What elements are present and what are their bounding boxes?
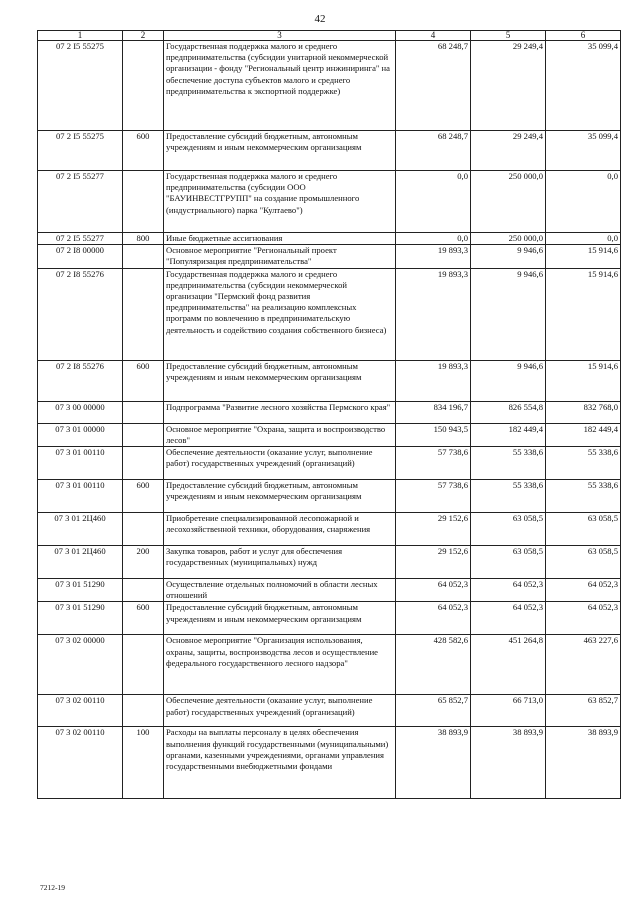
row-code-cell: 07 2 I8 55276 [38,360,123,401]
row-name-cell: Подпрограмма "Развитие лесного хозяйства Пермского края" [164,401,396,423]
row-value-2022-cell: 55 338,6 [546,447,621,480]
row-value-2022-cell: 35 099,4 [546,131,621,171]
table-row [38,401,621,423]
row-name-cell: Приобретение специализированной лесопожарной и лесохозяйственной техники, оборудования, снаряжения [164,513,396,546]
column-number: 6 [546,31,621,41]
row-value-2021-cell: 38 893,9 [471,727,546,799]
row-code-cell: 07 2 I5 55277 [38,171,123,233]
row-value-2021-cell: 64 052,3 [471,579,546,602]
row-code-cell: 07 3 01 00000 [38,423,123,446]
row-value-2020-cell: 428 582,6 [396,635,471,695]
row-type-cell: 600 [123,131,164,171]
row-value-2021-cell: 826 554,8 [471,401,546,423]
row-name-cell: Основное мероприятие "Организация использования, охраны, защиты, воспроизводства лесов и осуществление федерального государственного лесного надзора" [164,635,396,695]
row-value-2021-cell: 9 946,6 [471,268,546,360]
row-value-2022-cell: 55 338,6 [546,480,621,513]
row-value-2020-cell: 29 152,6 [396,546,471,579]
row-type-cell: 100 [123,727,164,799]
row-value-2021-cell: 55 338,6 [471,480,546,513]
table-row [38,513,621,546]
row-value-2022-cell: 63 058,5 [546,546,621,579]
table-row [38,360,621,401]
table-row [38,727,621,799]
row-value-2020-cell: 64 052,3 [396,602,471,635]
row-value-2022-cell: 182 449,4 [546,423,621,446]
column-number: 2 [123,31,164,41]
row-type-cell: 200 [123,546,164,579]
row-value-2020-cell: 0,0 [396,233,471,245]
row-value-2020-cell: 150 943,5 [396,423,471,446]
row-value-2021-cell: 451 264,8 [471,635,546,695]
row-code-cell: 07 3 01 00110 [38,480,123,513]
row-name-cell: Государственная поддержка малого и среднего предпринимательства (субсидии некоммерческой организации "Пермский фонд развития предпринимательства" на реализацию комплексных программ по вовлечению в предпринимательскую деятельность и содействию создания собственного бизнеса) [164,268,396,360]
row-name-cell: Предоставление субсидий бюджетным, автономным учреждениям и иным некоммерческим организациям [164,131,396,171]
row-type-cell [123,401,164,423]
row-code-cell: 07 3 02 00000 [38,635,123,695]
budget-table-body [38,31,621,799]
table-row [38,579,621,602]
row-value-2020-cell: 68 248,7 [396,41,471,131]
table-row [38,447,621,480]
table-row [38,602,621,635]
row-value-2022-cell: 38 893,9 [546,727,621,799]
budget-table [37,30,621,799]
row-type-cell [123,423,164,446]
row-value-2020-cell: 834 196,7 [396,401,471,423]
table-row [38,171,621,233]
row-value-2020-cell: 38 893,9 [396,727,471,799]
row-value-2020-cell: 64 052,3 [396,579,471,602]
table-row [38,546,621,579]
row-value-2022-cell: 0,0 [546,171,621,233]
row-value-2021-cell: 250 000,0 [471,233,546,245]
column-number: 5 [471,31,546,41]
row-value-2020-cell: 57 738,6 [396,480,471,513]
row-value-2022-cell: 63 058,5 [546,513,621,546]
row-value-2022-cell: 63 852,7 [546,695,621,727]
column-number: 1 [38,31,123,41]
row-value-2022-cell: 64 052,3 [546,579,621,602]
row-code-cell: 07 2 I5 55275 [38,41,123,131]
row-value-2021-cell: 55 338,6 [471,447,546,480]
table-row [38,480,621,513]
row-name-cell: Предоставление субсидий бюджетным, автономным учреждениям и иным некоммерческим организациям [164,480,396,513]
row-value-2022-cell: 15 914,6 [546,268,621,360]
row-name-cell: Обеспечение деятельности (оказание услуг, выполнение работ) государственных учреждений (организаций) [164,695,396,727]
row-type-cell [123,41,164,131]
row-value-2021-cell: 9 946,6 [471,360,546,401]
row-code-cell: 07 3 01 2Ц460 [38,513,123,546]
row-value-2020-cell: 65 852,7 [396,695,471,727]
row-type-cell: 600 [123,602,164,635]
row-code-cell: 07 2 I5 55275 [38,131,123,171]
table-row [38,423,621,446]
row-value-2021-cell: 64 052,3 [471,602,546,635]
row-value-2020-cell: 57 738,6 [396,447,471,480]
row-value-2021-cell: 63 058,5 [471,513,546,546]
row-value-2022-cell: 832 768,0 [546,401,621,423]
row-value-2022-cell: 463 227,6 [546,635,621,695]
row-name-cell: Государственная поддержка малого и среднего предпринимательства (субсидии унитарной некоммерческой организации - фонду "Региональный центр инжиниринга" на обеспечение доступа субъектов малого и среднего предпринимательства к экспортной поддержке) [164,41,396,131]
row-code-cell: 07 2 I5 55277 [38,233,123,245]
column-number: 4 [396,31,471,41]
row-type-cell [123,579,164,602]
table-row [38,233,621,245]
column-number-row [38,31,621,41]
row-code-cell: 07 3 01 00110 [38,447,123,480]
row-value-2021-cell: 29 249,4 [471,131,546,171]
page-number: 42 [314,13,326,25]
row-value-2020-cell: 68 248,7 [396,131,471,171]
table-row [38,695,621,727]
row-name-cell: Закупка товаров, работ и услуг для обеспечения государственных (муниципальных) нужд [164,546,396,579]
row-value-2022-cell: 64 052,3 [546,602,621,635]
row-value-2020-cell: 19 893,3 [396,268,471,360]
column-number: 3 [164,31,396,41]
row-value-2021-cell: 9 946,6 [471,245,546,268]
row-code-cell: 07 3 01 51290 [38,602,123,635]
row-type-cell [123,447,164,480]
row-value-2022-cell: 35 099,4 [546,41,621,131]
row-value-2022-cell: 15 914,6 [546,245,621,268]
row-type-cell [123,635,164,695]
row-code-cell: 07 3 01 2Ц460 [38,546,123,579]
row-type-cell [123,268,164,360]
row-type-cell [123,695,164,727]
row-value-2021-cell: 182 449,4 [471,423,546,446]
row-code-cell: 07 3 00 00000 [38,401,123,423]
row-name-cell: Предоставление субсидий бюджетным, автономным учреждениям и иным некоммерческим организациям [164,360,396,401]
row-type-cell [123,171,164,233]
row-name-cell: Осуществление отдельных полномочий в области лесных отношений [164,579,396,602]
row-value-2020-cell: 19 893,3 [396,245,471,268]
row-value-2020-cell: 19 893,3 [396,360,471,401]
table-row [38,245,621,268]
row-name-cell: Государственная поддержка малого и среднего предпринимательства (субсидии ООО "БАУИНВЕСТГРУПП" на создание промышленного (индустриального) парка "Култаево") [164,171,396,233]
row-value-2021-cell: 250 000,0 [471,171,546,233]
row-name-cell: Основное мероприятие "Региональный проект "Популяризация предпринимательства" [164,245,396,268]
row-name-cell: Основное мероприятие "Охрана, защита и воспроизводство лесов" [164,423,396,446]
row-code-cell: 07 3 02 00110 [38,727,123,799]
row-value-2021-cell: 63 058,5 [471,546,546,579]
row-value-2021-cell: 66 713,0 [471,695,546,727]
table-row [38,131,621,171]
row-value-2020-cell: 29 152,6 [396,513,471,546]
row-type-cell: 600 [123,360,164,401]
row-value-2022-cell: 0,0 [546,233,621,245]
row-name-cell: Иные бюджетные ассигнования [164,233,396,245]
row-name-cell: Предоставление субсидий бюджетным, автономным учреждениям и иным некоммерческим организациям [164,602,396,635]
row-code-cell: 07 3 01 51290 [38,579,123,602]
row-type-cell: 800 [123,233,164,245]
row-name-cell: Расходы на выплаты персоналу в целях обеспечения выполнения функций государственными (муниципальными) органами, казенными учреждениями, органами управления государственными внебюджетными фондами [164,727,396,799]
row-code-cell: 07 2 I8 55276 [38,268,123,360]
row-type-cell [123,245,164,268]
table-row [38,635,621,695]
row-value-2021-cell: 29 249,4 [471,41,546,131]
row-value-2022-cell: 15 914,6 [546,360,621,401]
row-code-cell: 07 3 02 00110 [38,695,123,727]
row-value-2020-cell: 0,0 [396,171,471,233]
table-row [38,41,621,131]
row-type-cell: 600 [123,480,164,513]
document-footer-code: 7212-19 [40,883,65,892]
row-type-cell [123,513,164,546]
row-code-cell: 07 2 I8 00000 [38,245,123,268]
row-name-cell: Обеспечение деятельности (оказание услуг, выполнение работ) государственных учреждений (организаций) [164,447,396,480]
table-row [38,268,621,360]
